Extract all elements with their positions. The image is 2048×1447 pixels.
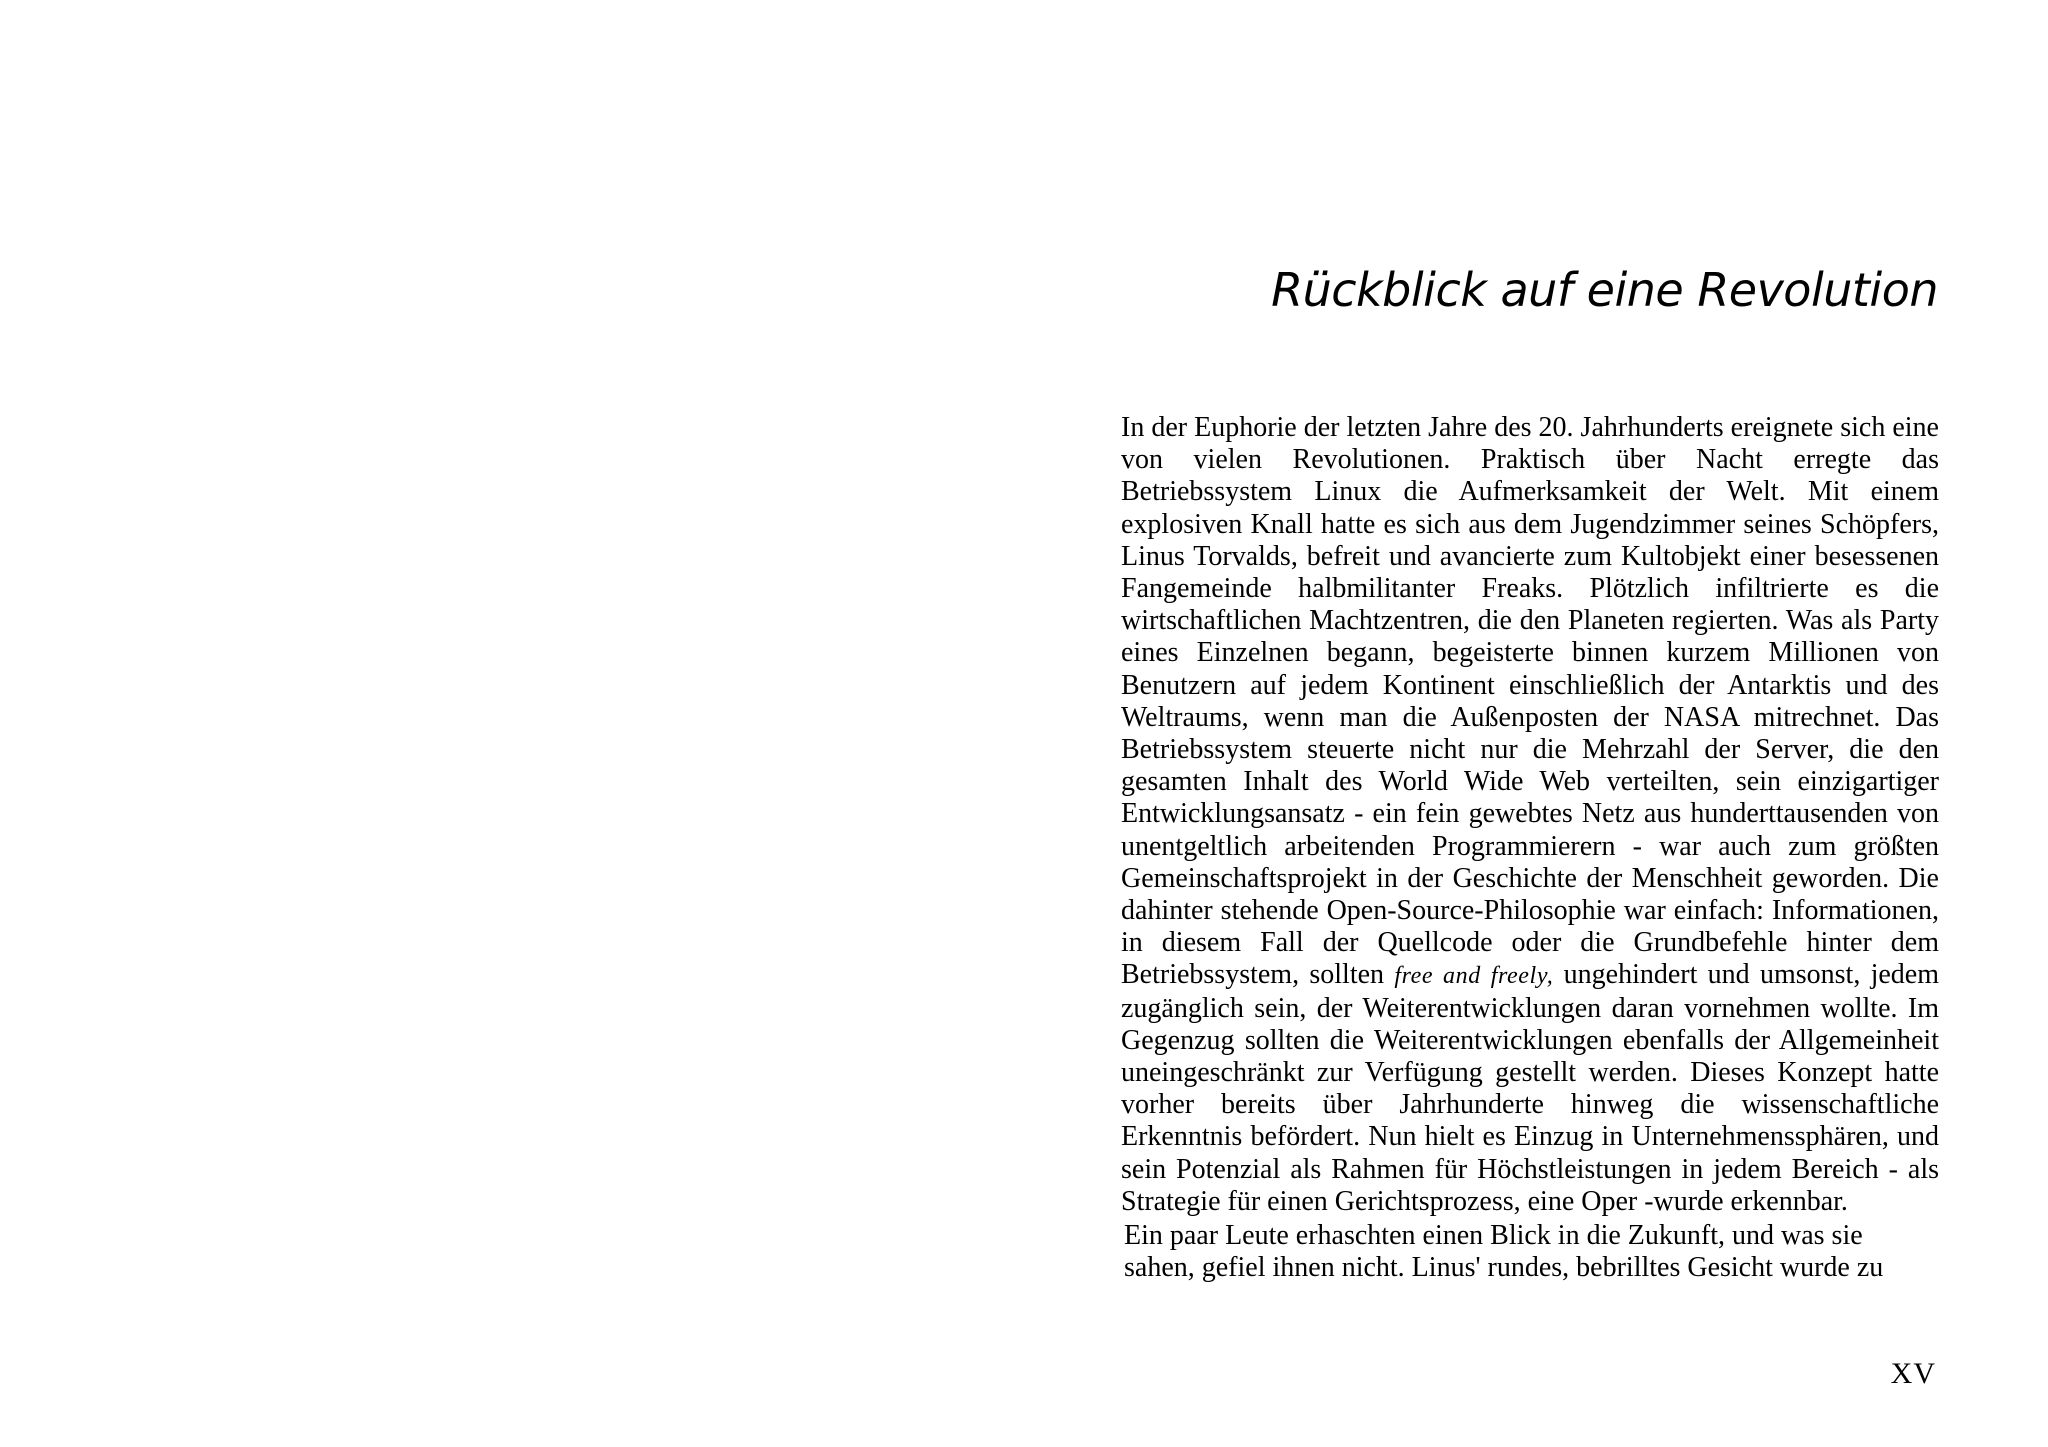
paragraph-2-line-1: Ein paar Leute erhaschten einen Blick in die Zukunft, und was sie [1124, 1220, 1863, 1252]
chapter-title: Rückblick auf eine Revolution [1271, 263, 1938, 317]
paragraph-1-text-before: In der Euphorie der letzten Jahre des 20. Jahrhunderts ereignete sich eine von vielen Revolutionen. Praktisch über Nacht erregte das Betriebssystem Linux die Aufmerksamkeit der Welt. Mit einem explosiven Knall hatte es sich aus dem Jugendzimmer seines Schöpfers, Linus Torvalds, befreit und avancierte zum Kultobjekt einer besessenen Fangemeinde halbmilitanter Freaks. Plötzlich infiltrierte es die wirtschaftlichen Machtzentren, die den Planeten regierten. Was als Party eines Einzelnen begann, begeisterte binnen kurzem Millionen von Benutzern auf jedem Kontinent einschließlich der Antarktis und des Weltraums, wenn man die Außenposten der NASA mitrechnet. Das Betriebssystem steuerte nicht nur die Mehrzahl der Server, die den gesamten Inhalt des World Wide Web verteilten, sein einzigartiger Entwicklungsansatz - ein fein gewebtes Netz aus hunderttausenden von unentgeltlich arbeitenden Programmierern - war auch zum größten Gemeinschaftsprojekt in der Geschichte der Menschheit geworden. Die dahinter stehende Open-Source-Philosophie war einfach: Informationen, in diesem Fall der Quellcode oder die Grundbefehle hinter dem Betriebssystem, sollten [1121, 412, 1939, 991]
body-text [1121, 412, 1939, 1284]
paragraph-1 [1121, 412, 1939, 1218]
page-number: XV [1890, 1357, 1936, 1390]
paragraph-2 [1121, 1220, 1939, 1284]
emphasized-term: free and freely, [1394, 963, 1554, 990]
paragraph-2-line-2: sahen, gefiel ihnen nicht. Linus' rundes, bebrilltes Gesicht wurde zu [1124, 1252, 1884, 1284]
paragraph-1-text-after: ungehindert und umsonst, jedem zugänglich sein, der Weiterentwicklungen daran vornehmen wollte. Im Gegenzug sollten die Weiterentwicklungen ebenfalls der Allgemeinheit uneingeschränkt zur Verfügung gestellt werden. Dieses Konzept hatte vorher bereits über Jahrhunderte hinweg die wissenschaftliche Erkenntnis befördert. Nun hielt es Einzug in Unternehmenssphären, und sein Potenzial als Rahmen für Höchstleistungen in jedem Bereich - als Strategie für einen Gerichtsprozess, eine Oper -wurde erkennbar. [1121, 959, 1940, 1217]
